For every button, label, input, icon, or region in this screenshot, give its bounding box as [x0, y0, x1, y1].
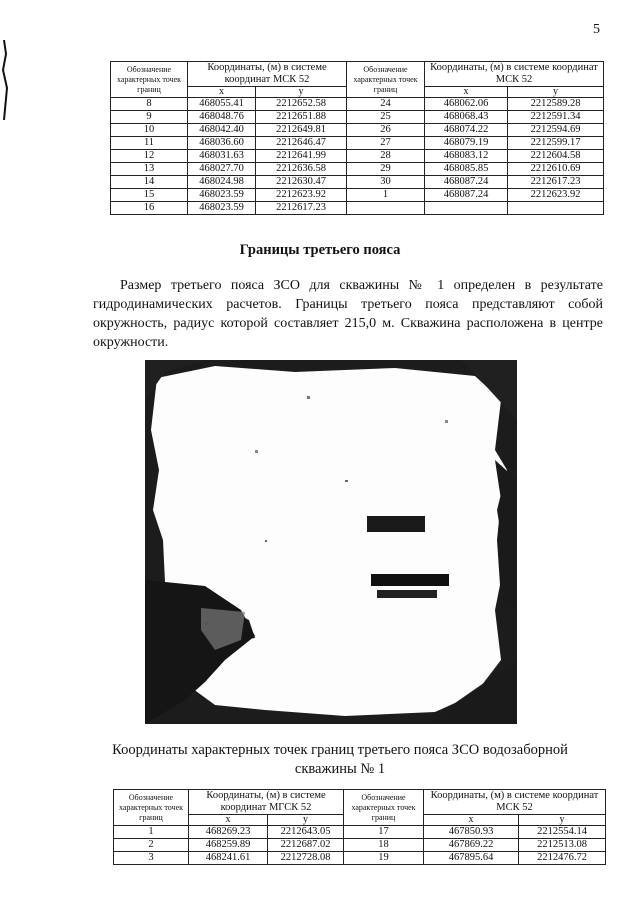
- table-cell: 8: [111, 98, 188, 111]
- table-cell: 19: [344, 852, 424, 865]
- table-cell: 2212636.58: [256, 163, 347, 176]
- table-cell: 2212649.81: [256, 124, 347, 137]
- table-cell: 2212651.88: [256, 111, 347, 124]
- table-cell: 468024.98: [188, 176, 256, 189]
- section-paragraph: Размер третьего пояса ЗСО для скважины № 1 определен в результате гидродинамических расчетов. Границы третьего пояса представляют собой окружность, радиус которой составляет 215,0 м. Скважина расположена в центре окружности.: [93, 278, 603, 350]
- table-cell: 16: [111, 202, 188, 215]
- table-cell: [347, 202, 425, 215]
- table-cell: 468068.43: [425, 111, 508, 124]
- table-row: [111, 176, 604, 189]
- table-cell: 2212630.47: [256, 176, 347, 189]
- table-cell: 468083.12: [425, 150, 508, 163]
- coordinates-table-top: [110, 61, 604, 215]
- table-cell: 14: [111, 176, 188, 189]
- header-y-2: y: [508, 87, 604, 98]
- table-cell: 2: [114, 839, 189, 852]
- header-point-designation-bottom-2: Обозначение характерных точек границ: [344, 790, 424, 826]
- table-cell: 28: [347, 150, 425, 163]
- header-point-designation-2: Обозначение характерных точек границ: [347, 62, 425, 98]
- table-cell: 2212728.08: [268, 852, 344, 865]
- table-cell: 25: [347, 111, 425, 124]
- header-coordinates-mgsk52: Координаты, (м) в системе координат МГСК 52: [189, 790, 344, 815]
- table-cell: 468055.41: [188, 98, 256, 111]
- header-y-bottom-2: y: [519, 815, 606, 826]
- table-cell: 24: [347, 98, 425, 111]
- header-y-bottom: y: [268, 815, 344, 826]
- page-number: 5: [593, 22, 600, 37]
- table-cell: 2212623.92: [508, 189, 604, 202]
- table-row: [111, 163, 604, 176]
- table-cell: 2212646.47: [256, 137, 347, 150]
- table-cell: 467850.93: [424, 826, 519, 839]
- table-cell: 468031.63: [188, 150, 256, 163]
- table-cell: 468048.76: [188, 111, 256, 124]
- header-x-bottom-2: x: [424, 815, 519, 826]
- table-cell: 2212513.08: [519, 839, 606, 852]
- table-cell: 468085.85: [425, 163, 508, 176]
- table-cell: 12: [111, 150, 188, 163]
- binder-mark: [0, 40, 10, 120]
- table-cell: 2212594.69: [508, 124, 604, 137]
- coordinates-table-bottom: [113, 789, 606, 865]
- header-x-2: x: [425, 87, 508, 98]
- table-row: [114, 826, 606, 839]
- table-row: [111, 98, 604, 111]
- table-cell: 468023.59: [188, 202, 256, 215]
- table-cell: 468269.23: [189, 826, 268, 839]
- table-cell: 2212617.23: [256, 202, 347, 215]
- table-cell: 2212554.14: [519, 826, 606, 839]
- table-cell: 468023.59: [188, 189, 256, 202]
- table-cell: 2212687.02: [268, 839, 344, 852]
- table-cell: 2212623.92: [256, 189, 347, 202]
- header-x: x: [188, 87, 256, 98]
- table-cell: 468087.24: [425, 189, 508, 202]
- header-x-bottom: x: [189, 815, 268, 826]
- table-cell: 17: [344, 826, 424, 839]
- table-cell: 2212599.17: [508, 137, 604, 150]
- table-cell: 15: [111, 189, 188, 202]
- table-cell: 467895.64: [424, 852, 519, 865]
- table-cell: 468027.70: [188, 163, 256, 176]
- table-cell: 13: [111, 163, 188, 176]
- table-row: [114, 852, 606, 865]
- table-cell: [425, 202, 508, 215]
- table-cell: 2212591.34: [508, 111, 604, 124]
- header-coordinates-msk52-bottom: Координаты, (м) в системе координат МСК 52: [424, 790, 606, 815]
- header-coordinates-msk52-2: Координаты, (м) в системе координат МСК 52: [425, 62, 604, 87]
- table-cell: 2212604.58: [508, 150, 604, 163]
- table-caption: Координаты характерных точек границ третьего пояса ЗСО водозаборной скважины № 1: [112, 742, 568, 777]
- table-cell: 468062.06: [425, 98, 508, 111]
- table-cell: 2212641.99: [256, 150, 347, 163]
- table-cell: 468036.60: [188, 137, 256, 150]
- table-row: [111, 150, 604, 163]
- table-row: [114, 839, 606, 852]
- table-cell: 2212610.69: [508, 163, 604, 176]
- table-cell: 1: [114, 826, 189, 839]
- table-cell: 27: [347, 137, 425, 150]
- table-cell: 2212476.72: [519, 852, 606, 865]
- table-cell: 468259.89: [189, 839, 268, 852]
- table-cell: 467869.22: [424, 839, 519, 852]
- table-cell: 1: [347, 189, 425, 202]
- table-cell: 468042.40: [188, 124, 256, 137]
- table-cell: 10: [111, 124, 188, 137]
- header-coordinates-msk52: Координаты, (м) в системе координат МСК 52: [188, 62, 347, 87]
- table-cell: 18: [344, 839, 424, 852]
- table-cell: [508, 202, 604, 215]
- table-row: [111, 189, 604, 202]
- table-cell: 2212617.23: [508, 176, 604, 189]
- table-cell: 468074.22: [425, 124, 508, 137]
- table-cell: 26: [347, 124, 425, 137]
- header-point-designation: Обозначение характерных точек границ: [111, 62, 188, 98]
- header-y: y: [256, 87, 347, 98]
- table-cell: 2212652.58: [256, 98, 347, 111]
- table-cell: 9: [111, 111, 188, 124]
- table-cell: 29: [347, 163, 425, 176]
- header-point-designation-bottom: Обозначение характерных точек границ: [114, 790, 189, 826]
- table-cell: 468079.19: [425, 137, 508, 150]
- table-cell: 30: [347, 176, 425, 189]
- table-cell: 468087.24: [425, 176, 508, 189]
- table-row: [111, 202, 604, 215]
- table-row: [111, 124, 604, 137]
- table-cell: 3: [114, 852, 189, 865]
- aerial-photo: [145, 360, 517, 724]
- section-heading: Границы третьего пояса: [239, 242, 401, 258]
- table-cell: 2212589.28: [508, 98, 604, 111]
- table-cell: 11: [111, 137, 188, 150]
- table-row: [111, 111, 604, 124]
- table-cell: 468241.61: [189, 852, 268, 865]
- table-cell: 2212643.05: [268, 826, 344, 839]
- table-row: [111, 137, 604, 150]
